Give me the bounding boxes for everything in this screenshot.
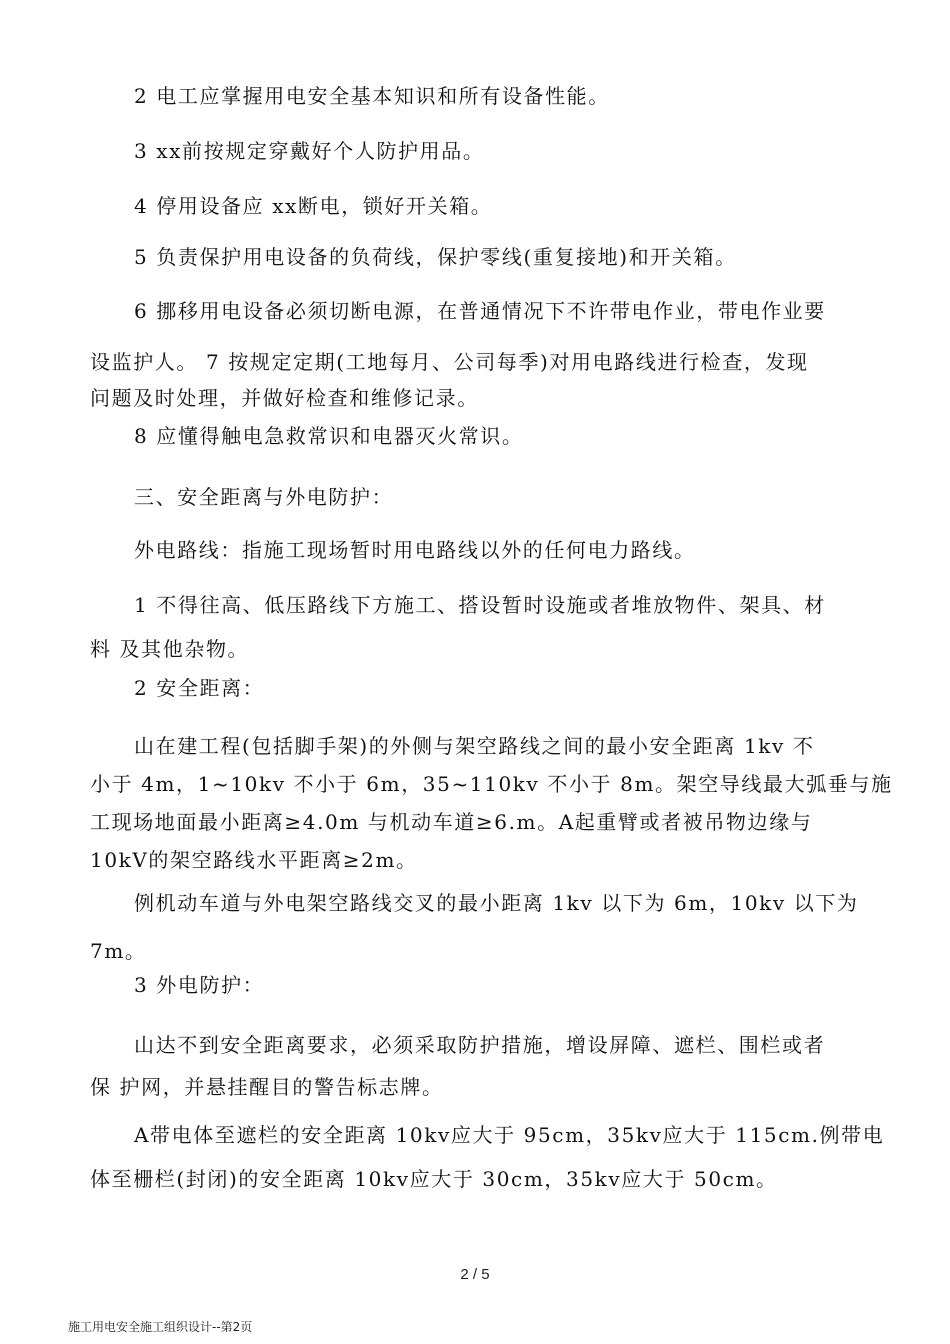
text-line: 2 电工应掌握用电安全基本知识和所有设备性能。: [134, 84, 610, 108]
text-line: 工现场地面最小距离≥4.0m 与机动车道≥6.m。A起重臂或者被吊物边缘与: [90, 810, 813, 834]
text-line: 山在建工程(包括脚手架)的外侧与架空路线之间的最小安全距离 1kv 不: [134, 734, 815, 758]
page-footer: 施工用电安全施工组织设计--第2页: [68, 1320, 253, 1334]
text-line: 料 及其他杂物。: [90, 637, 250, 661]
page-number: 2 / 5: [460, 1266, 490, 1283]
text-line: 3 外电防护：: [134, 973, 265, 997]
text-line: 7m。: [90, 939, 147, 963]
text-line: 6 挪移用电设备必须切断电源，在普通情况下不许带电作业，带电作业要: [134, 299, 826, 323]
text-line: 5 负责保护用电设备的负荷线，保护零线(重复接地)和开关箱。: [134, 245, 737, 269]
text-line: 10kV的架空路线水平距离≥2m。: [90, 848, 418, 872]
text-line: 4 停用设备应 xx断电，锁好开关箱。: [134, 194, 493, 218]
text-line: 外电路线：指施工现场暂时用电路线以外的任何电力路线。: [134, 538, 696, 562]
section-heading: 三、安全距离与外电防护：: [134, 485, 394, 509]
text-line: 设监护人。 7 按规定定期(工地每月、公司每季)对用电路线进行检查，发现: [90, 350, 809, 374]
text-line: 体至栅栏(封闭)的安全距离 10kv应大于 30cm，35kv应大于 50cm。: [90, 1167, 778, 1191]
text-line: 例机动车道与外电架空路线交叉的最小距离 1kv 以下为 6m，10kv 以下为: [134, 891, 859, 915]
text-line: 小于 4m，1~10kv 不小于 6m，35~110kv 不小于 8m。架空导线最大弧垂与施: [90, 772, 893, 796]
text-line: 问题及时处理，并做好检查和维修记录。: [90, 386, 479, 410]
text-line: 8 应懂得触电急救常识和电器灭火常识。: [134, 424, 524, 448]
text-line: 山达不到安全距离要求，必须采取防护措施，增设屏障、遮栏、围栏或者: [134, 1033, 826, 1057]
text-line: 保 护网，并悬挂醒目的警告标志牌。: [90, 1075, 444, 1099]
text-line: 2 安全距离：: [134, 676, 265, 700]
text-line: A带电体至遮栏的安全距离 10kv应大于 95cm，35kv应大于 115cm.例带电: [134, 1123, 885, 1147]
text-line: 3 xx前按规定穿戴好个人防护用品。: [134, 139, 485, 163]
text-line: 1 不得往高、低压路线下方施工、搭设暂时设施或者堆放物件、架具、材: [134, 593, 826, 617]
